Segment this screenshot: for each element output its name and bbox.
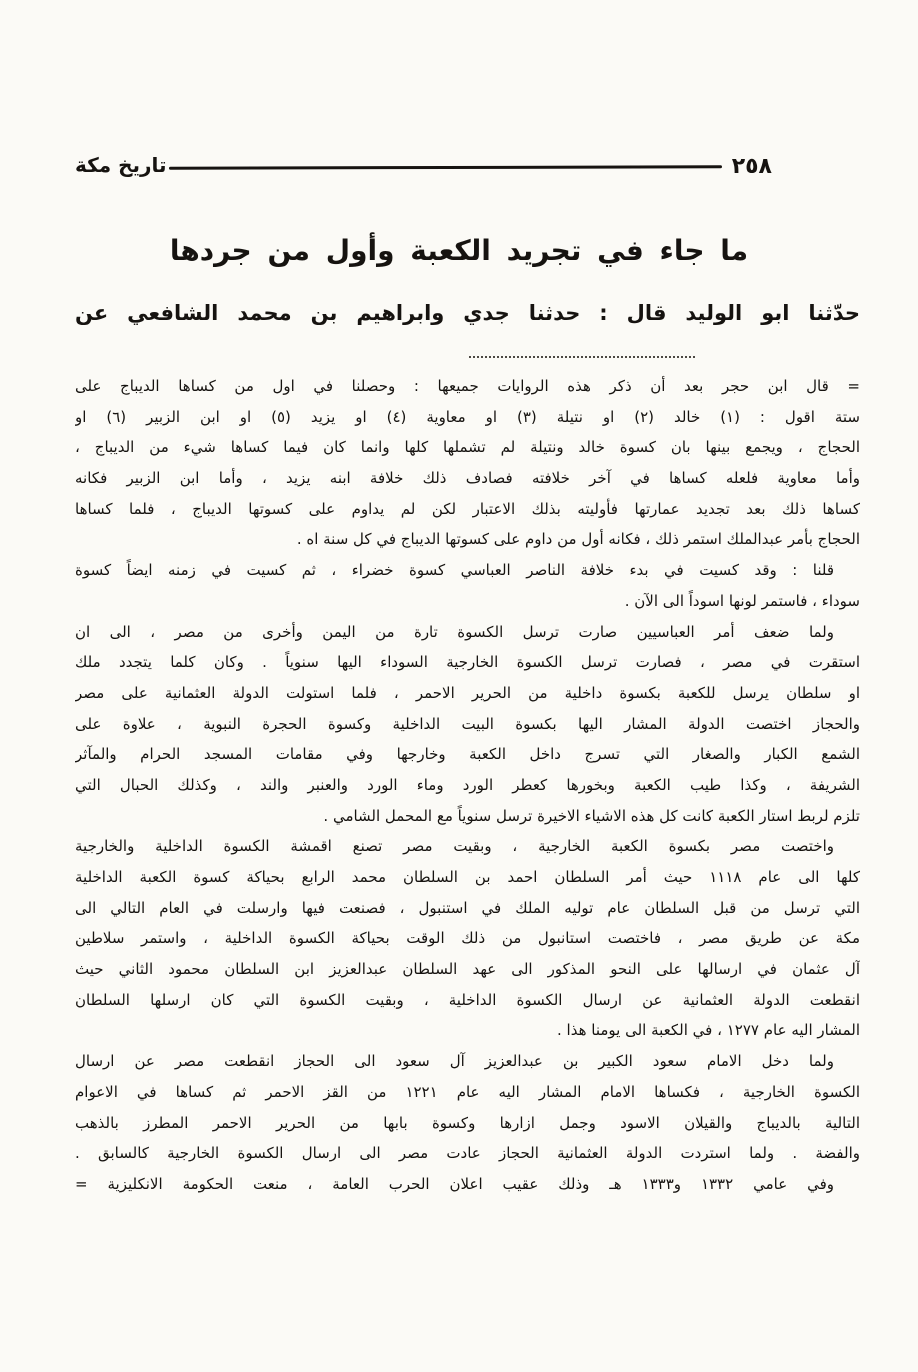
footnote-line: او سلطان يرسل للكعبة بكسوة داخلية من الحرير الاحمر ، فلما استولت الدولة العثمانية على مصر: [75, 683, 860, 702]
footnote-line: ولما دخل الامام سعود الكبير بن عبدالعزيز آل سعود الى الحجاز انقطعت مصر عن ارسال: [75, 1052, 834, 1071]
footnote-line: الشريفة ، وكذا طيب الكعبة وبخورها كعطر الورد وماء الورد والعنبر والند ، وكذلك الحبال التي: [75, 775, 860, 794]
footnote-line: الشمع الكبار والصغار التي تسرج داخل الكعبة وخارجها وفي مقامات المسجد الحرام والمآثر: [75, 745, 860, 764]
footnote-line: التالية بالديباج والقيلان الاسود وجمل ازارها وكسوة بابها من الحرير الاحمر المطرز بالذهب: [75, 1113, 860, 1132]
footnote-line: ستة اقول : (١) خالد (٢) او نتيلة (٣) او معاوية (٤) او يزيد (٥) او ابن الزبير (٦) او: [75, 407, 860, 426]
footnote-line: الحجاج ، ويجمع بينها بان كسوة خالد ونتيلة لم تشملها كلها وانما كان فيما كساها شيء من الديباج ،: [75, 438, 860, 457]
running-head: [75, 150, 772, 184]
footnote-line: انقطعت الدولة العثمانية عن ارسال الكسوة الداخلية ، وبقيت الكسوة التي كان ارسلها السلطان: [75, 990, 860, 1009]
hadith-isnad-line: حدّثنا ابو الوليد قال : حدثنا جدي وابراهيم بن محمد الشافعي عن: [75, 301, 860, 325]
footnote-line: = قال ابن حجر بعد أن ذكر هذه الروايات جميعها : وحصلنا في اول من كساها الديباج على: [75, 377, 860, 395]
footnote-line: التي ترسل من قبل السلطان عام توليه الملك في استنبول ، فصنعت فيها وارسلت في العام التالي الى: [75, 898, 860, 917]
footnote-line: سوداء ، فاستمر لونها اسوداً الى الآن .: [624, 591, 860, 610]
footnote-line: وفي عامي ١٣٣٢ و١٣٣٣ هـ وذلك عقيب اعلان الحرب العامة ، منعت الحكومة الانكليزية =: [75, 1174, 834, 1193]
footnote-block: [75, 371, 860, 1200]
footnote-line: تلزم لربط استار الكعبة كانت كل هذه الاشياء الاخيرة ترسل سنوياً مع المحمل الشامي .: [323, 806, 860, 825]
book-title: تاريخ مكة: [75, 153, 167, 177]
header-rule: [169, 165, 722, 169]
footnote-line: والحجاز اختصت الدولة المشار اليها بكسوة البيت الداخلية وكسوة الحجرة النبوية ، علاوة على: [75, 714, 860, 733]
footnote-line: الحجاج بأمر عبدالملك استمر ذلك ، فكانه أول من داوم على كسوتها الديباج في كل سنة اه .: [296, 530, 860, 549]
footnote-line: كلها الى عام ١١١٨ حيث أمر السلطان احمد بن السلطان محمد الرابع بحياكة كسوة الكعبة الداخلية: [75, 868, 860, 886]
footnote-line: قلنا : وقد كسيت في بدء خلافة الناصر العباسي كسوة خضراء ، ثم كسيت في زمنه ايضاً كسوة: [75, 561, 834, 580]
footnote-separator: [469, 356, 695, 358]
footnote-line: المشار اليه عام ١٢٧٧ ، في الكعبة الى يومنا هذا .: [557, 1021, 860, 1040]
footnote-line: والفضة . ولما استردت الدولة العثمانية الحجاز عادت مصر الى ارسال الكسوة الخارجية كالسابق .: [75, 1144, 860, 1163]
footnote-line: وأما معاوية فلعله كساها في آخر خلافته فصادف ذلك خلافة ابنه يزيد ، وأما ابن الزبير فكانه: [75, 469, 860, 488]
page-number: ٢٥٨: [731, 153, 772, 179]
footnote-line: كساها ذلك بعد تجديد عمارتها فأوليته بذلك الاعتبار لكن لم يداوم على كسوتها الديباج ، فلما كساها: [75, 499, 860, 518]
section-title: ما جاء في تجريد الكعبة وأول من جردها: [169, 234, 749, 267]
footnote-line: واختصت مصر بكسوة الكعبة الخارجية ، وبقيت مصر تصنع اقمشة الكسوة الداخلية والخارجية: [75, 837, 834, 856]
footnote-line: الكسوة الخارجية ، فكساها الامام المشار اليه عام ١٢٢١ من القز الاحمر ثم كساها في الاعوام: [75, 1082, 860, 1101]
footnote-line: آل عثمان في ارسالها على النحو المذكور الى عهد السلطان عبدالعزيز ابن السلطان محمود الثاني حيث: [75, 960, 860, 979]
footnote-line: استقرت في مصر ، فصارت ترسل الكسوة الخارجية السوداء اليها سنوياً . وكان كلما يتجدد ملك: [75, 653, 860, 672]
footnote-line: ولما ضعف أمر العباسيين صارت ترسل الكسوة تارة من اليمن وأخرى من مصر ، الى ان: [75, 622, 834, 641]
footnote-line: مكة عن طريق مصر ، فاختصت استانبول من ذلك الوقت بحياكة الكسوة الداخلية ، واستمر سلاطين: [75, 929, 860, 948]
